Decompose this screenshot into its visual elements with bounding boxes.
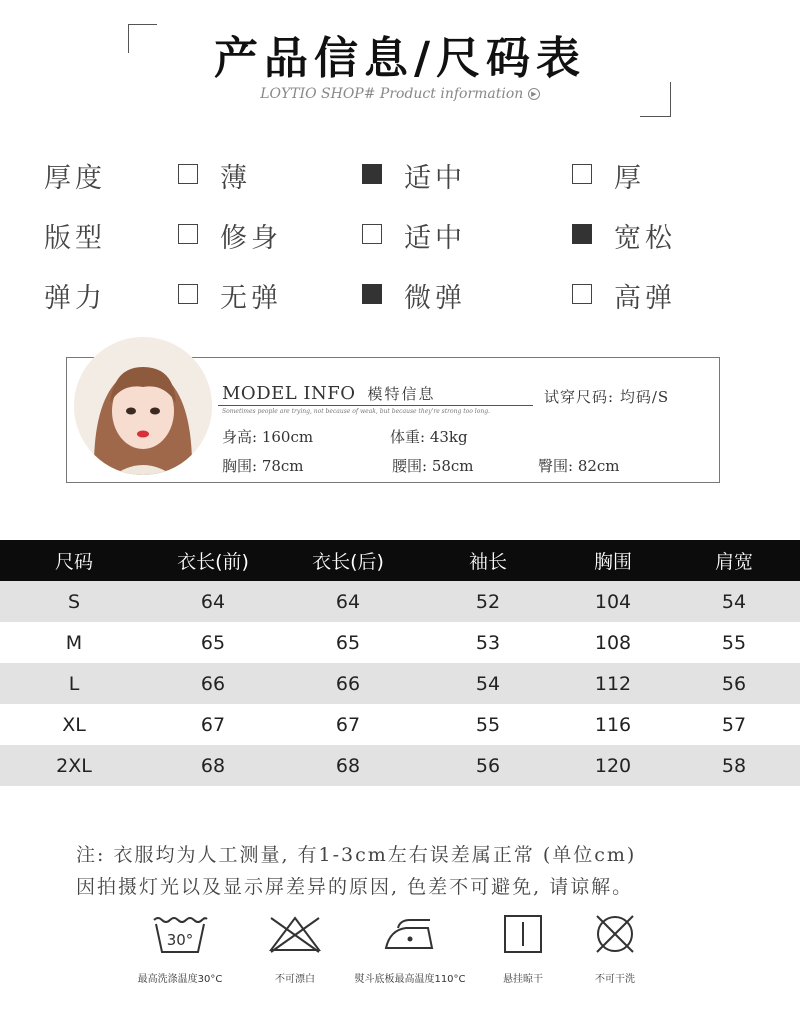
line-dry-icon bbox=[493, 912, 553, 956]
care-item-iron bbox=[342, 912, 478, 1002]
option-label: 修身 bbox=[220, 223, 282, 254]
table-header-cell: 袖长 bbox=[418, 540, 558, 581]
model-info-divider bbox=[218, 405, 533, 406]
checkbox bbox=[178, 164, 198, 184]
option-label: 微弹 bbox=[404, 283, 466, 314]
option-label: 无弹 bbox=[220, 283, 282, 314]
table-cell: 68 bbox=[278, 745, 418, 786]
measurement-note: 注: 衣服均为人工测量, 有1-3cm左右误差属正常 (单位cm) bbox=[76, 844, 637, 866]
wash-30-icon bbox=[150, 912, 210, 956]
care-item-wash bbox=[120, 912, 240, 1002]
checkbox-checked bbox=[362, 164, 382, 184]
table-cell: 54 bbox=[418, 663, 558, 704]
checkbox-checked bbox=[572, 224, 592, 244]
table-cell: S bbox=[0, 581, 148, 622]
option-label: 薄 bbox=[220, 163, 251, 194]
table-cell: 56 bbox=[668, 663, 800, 704]
care-label: 悬挂晾干 bbox=[503, 974, 543, 985]
model-portrait-icon bbox=[74, 337, 212, 475]
table-cell: 104 bbox=[558, 581, 668, 622]
table-cell: 66 bbox=[278, 663, 418, 704]
attribute-label: 版型 bbox=[44, 223, 106, 254]
table-cell: 120 bbox=[558, 745, 668, 786]
table-cell: 55 bbox=[668, 622, 800, 663]
iron-icon bbox=[380, 912, 440, 956]
attribute-label: 弹力 bbox=[44, 283, 106, 314]
table-header-cell: 衣长(前) bbox=[148, 540, 278, 581]
option-label: 适中 bbox=[404, 163, 466, 194]
table-row bbox=[0, 622, 800, 663]
model-waist: 腰围: 58cm bbox=[392, 457, 474, 475]
table-cell: 65 bbox=[278, 622, 418, 663]
table-cell: M bbox=[0, 622, 148, 663]
subtitle-text: LOYTIO SHOP# Product information bbox=[260, 86, 524, 102]
checkbox bbox=[362, 224, 382, 244]
no-dry-clean-icon bbox=[585, 912, 645, 956]
table-cell: 55 bbox=[418, 704, 558, 745]
attribute-row-thickness bbox=[0, 152, 800, 192]
option-label: 适中 bbox=[404, 223, 466, 254]
page-title: 产品信息/尺码表 bbox=[213, 33, 587, 84]
care-label: 不可干洗 bbox=[595, 974, 635, 985]
table-row bbox=[0, 745, 800, 786]
table-cell: 57 bbox=[668, 704, 800, 745]
table-header-cell: 胸围 bbox=[558, 540, 668, 581]
table-cell: 64 bbox=[278, 581, 418, 622]
table-cell: 52 bbox=[418, 581, 558, 622]
model-avatar bbox=[74, 337, 212, 475]
color-disclaimer: 因拍摄灯光以及显示屏差异的原因, 色差不可避免, 请谅解。 bbox=[76, 876, 634, 898]
care-item-no-dry-clean bbox=[570, 912, 660, 1002]
model-info-title bbox=[222, 383, 436, 404]
table-cell: 64 bbox=[148, 581, 278, 622]
table-cell: 53 bbox=[418, 622, 558, 663]
attribute-row-elasticity bbox=[0, 272, 800, 312]
model-try-size: 试穿尺码: 均码/S bbox=[544, 388, 670, 406]
table-cell: 67 bbox=[148, 704, 278, 745]
option-label: 高弹 bbox=[614, 283, 676, 314]
table-header-cell: 肩宽 bbox=[668, 540, 800, 581]
checkbox bbox=[572, 284, 592, 304]
table-cell: 54 bbox=[668, 581, 800, 622]
table-cell: 2XL bbox=[0, 745, 148, 786]
model-bust: 胸围: 78cm bbox=[222, 457, 304, 475]
model-info-tagline: Sometimes people are trying, not because of weak, but because they're strong too long. bbox=[222, 408, 490, 415]
table-cell: 67 bbox=[278, 704, 418, 745]
checkbox bbox=[178, 224, 198, 244]
table-cell: 58 bbox=[668, 745, 800, 786]
option-label: 宽松 bbox=[614, 223, 676, 254]
care-item-no-bleach bbox=[240, 912, 350, 1002]
model-info-title-cn: 模特信息 bbox=[367, 385, 436, 403]
size-table bbox=[0, 540, 800, 786]
table-row bbox=[0, 581, 800, 622]
checkbox bbox=[178, 284, 198, 304]
table-cell: 68 bbox=[148, 745, 278, 786]
table-cell: 112 bbox=[558, 663, 668, 704]
table-cell: 65 bbox=[148, 622, 278, 663]
wash-temp-glyph: 30° bbox=[166, 931, 194, 949]
table-row bbox=[0, 704, 800, 745]
table-cell: 66 bbox=[148, 663, 278, 704]
model-weight: 体重: 43kg bbox=[390, 428, 468, 446]
table-cell: 108 bbox=[558, 622, 668, 663]
table-cell: 56 bbox=[418, 745, 558, 786]
table-cell: XL bbox=[0, 704, 148, 745]
care-item-line-dry bbox=[478, 912, 568, 1002]
attribute-label: 厚度 bbox=[44, 163, 106, 194]
model-hip: 臀围: 82cm bbox=[538, 457, 620, 475]
model-height: 身高: 160cm bbox=[222, 428, 314, 446]
attribute-row-fit bbox=[0, 212, 800, 252]
play-arrow-icon: ▶ bbox=[528, 88, 540, 100]
table-header-row bbox=[0, 540, 800, 581]
table-header-cell: 衣长(后) bbox=[278, 540, 418, 581]
model-info-title-en: MODEL INFO bbox=[222, 383, 356, 404]
table-cell: 116 bbox=[558, 704, 668, 745]
checkbox-checked bbox=[362, 284, 382, 304]
checkbox bbox=[572, 164, 592, 184]
table-row bbox=[0, 663, 800, 704]
care-label: 最高洗涤温度30°C bbox=[137, 974, 223, 985]
table-header-cell: 尺码 bbox=[0, 540, 148, 581]
care-label: 熨斗底板最高温度110°C bbox=[354, 974, 466, 985]
table-cell: L bbox=[0, 663, 148, 704]
care-label: 不可漂白 bbox=[275, 974, 315, 985]
option-label: 厚 bbox=[614, 163, 645, 194]
page-subtitle bbox=[0, 86, 800, 102]
no-bleach-icon bbox=[265, 912, 325, 956]
